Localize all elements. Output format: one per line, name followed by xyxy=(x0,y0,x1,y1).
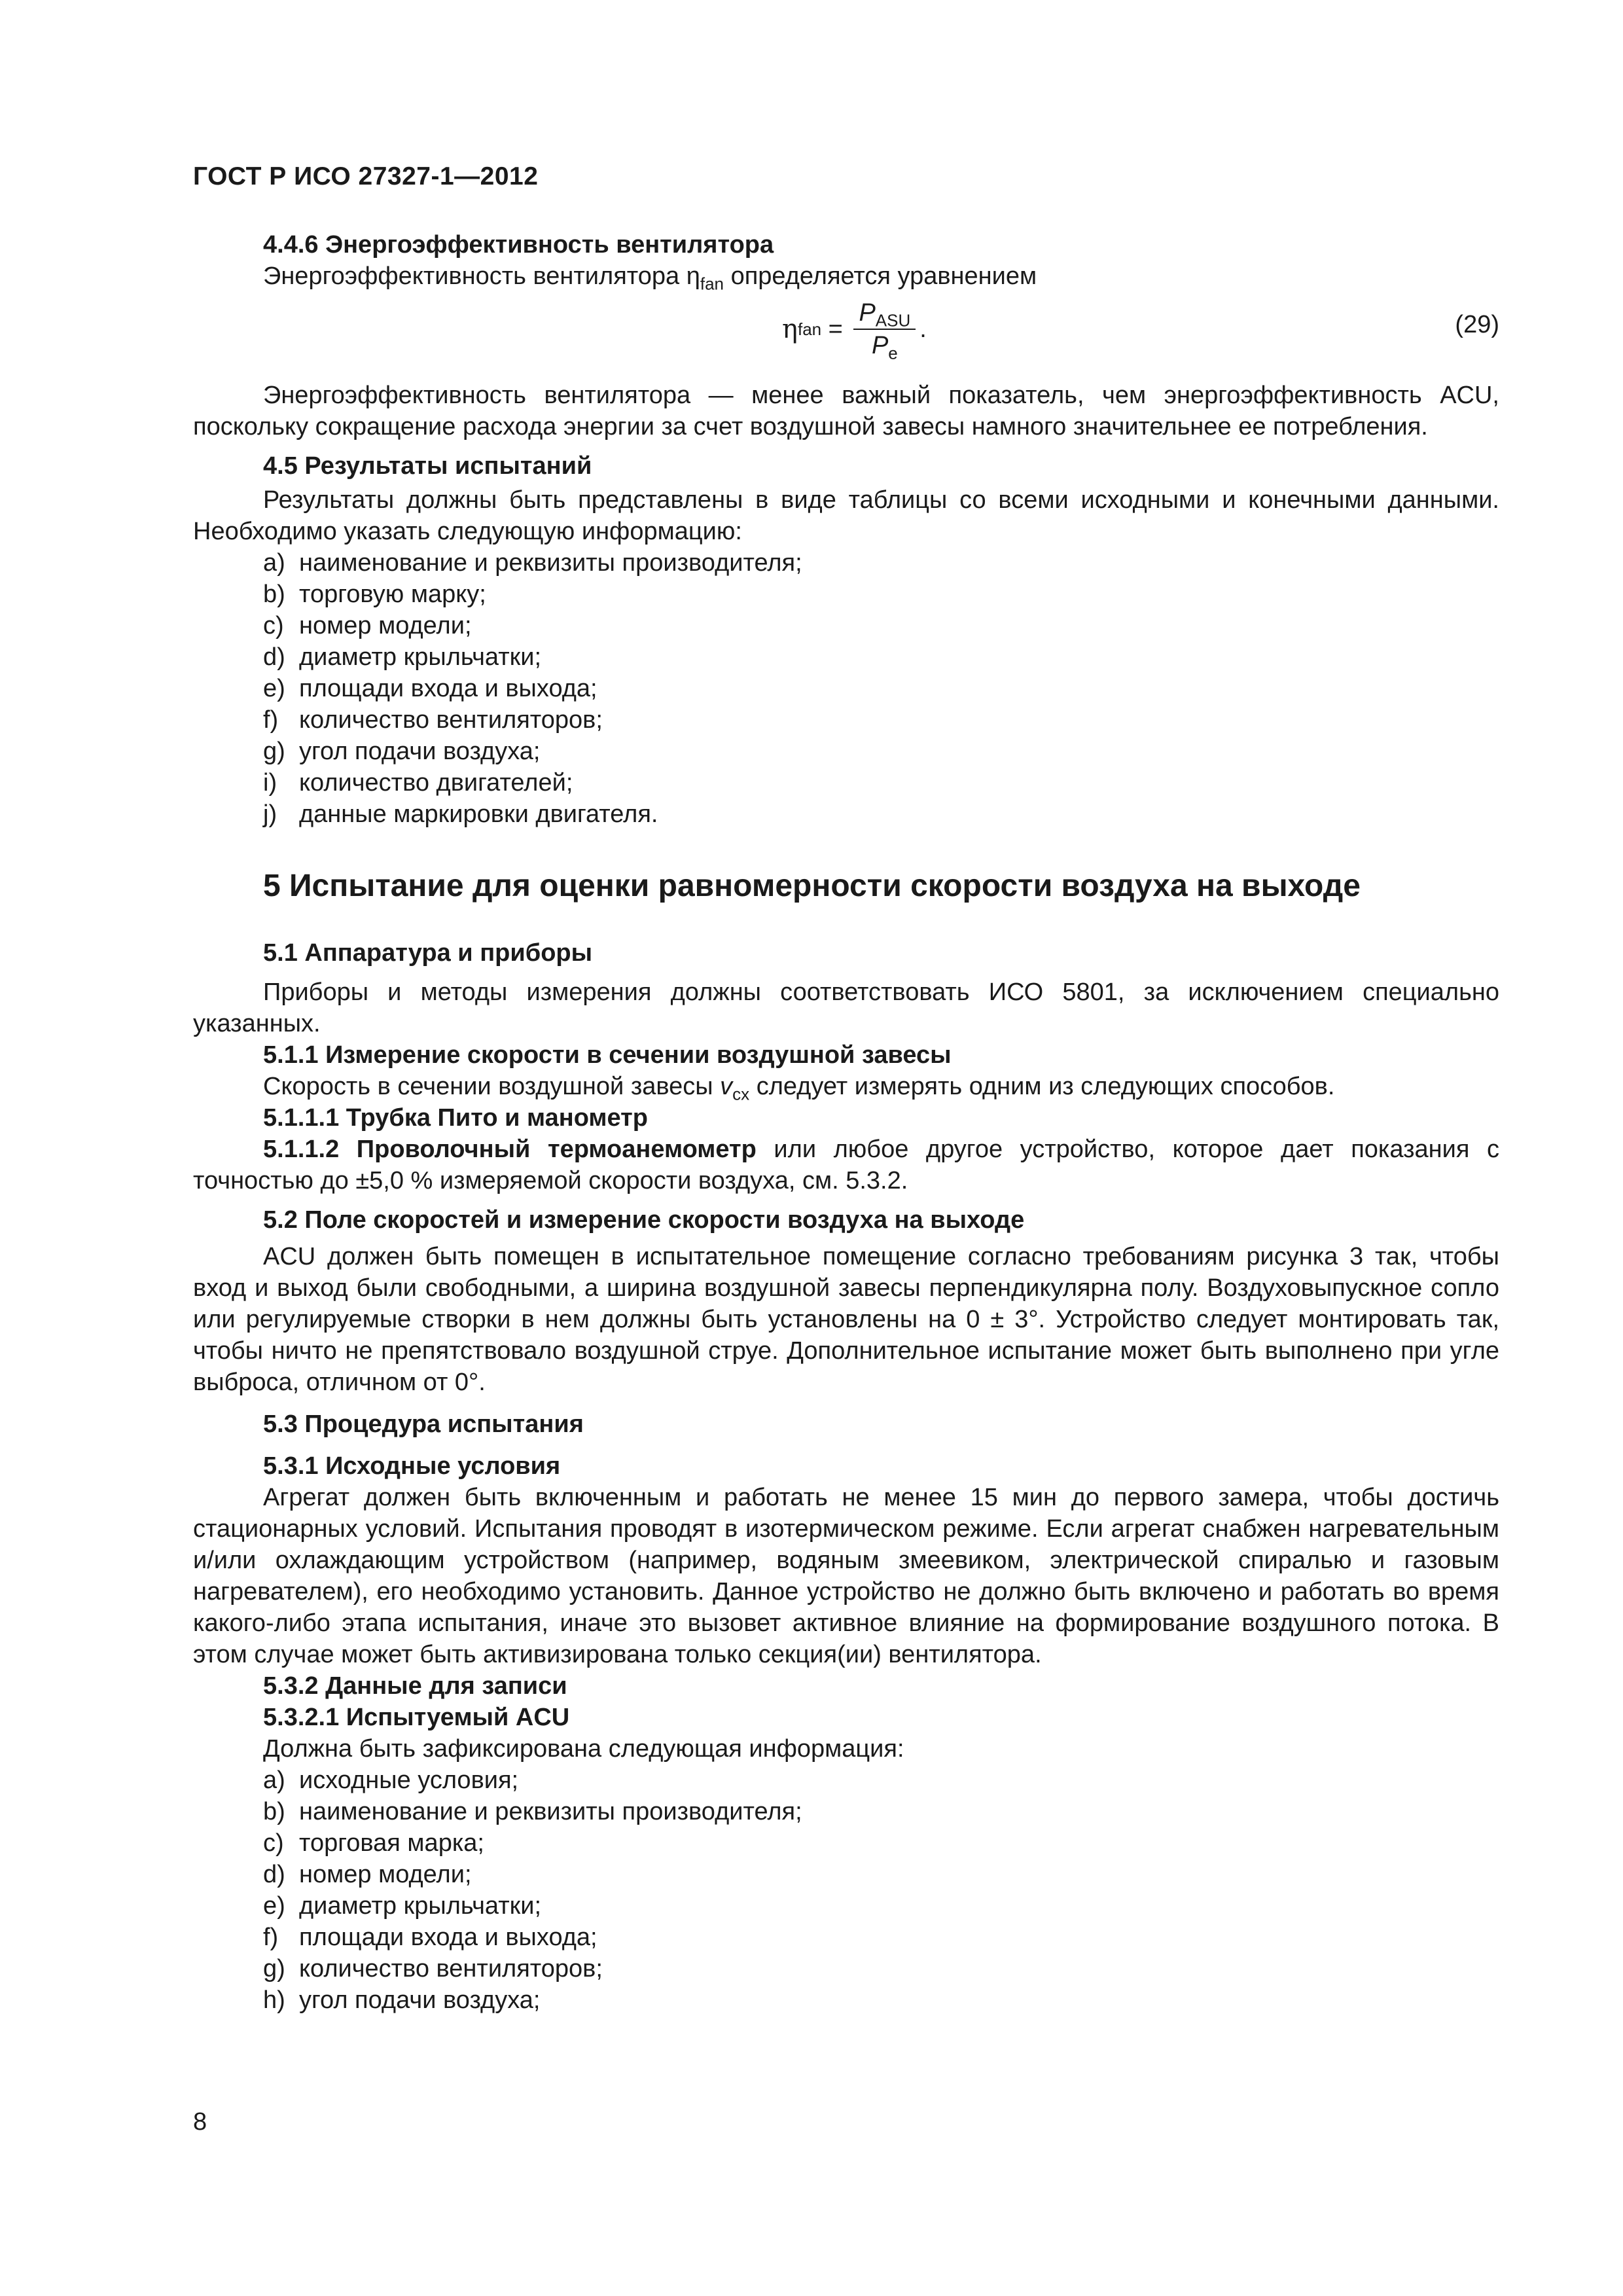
section-5-1-text: Приборы и методы измерения должны соответствовать ИСО 5801, за исключением специально указанных. xyxy=(193,978,1499,1037)
section-5-3-1-text: Агрегат должен быть включенным и работать не менее 15 мин до первого замера, чтобы достичь стационарных условий. Испытания проводят в изотермическом режиме. Если агрегат снабжен нагревательным и/или охлаждающим устройством (например, водяным змеевиком, электрической спиралью и газовым нагревателем), его необходимо установить. Данное устройство не должно быть включено и работать во время какого-либо этапа испытания, иначе это вызовет активное влияние на формирование воздушного потока. В этом случае может быть активизирована только секция(ии) вентилятора. xyxy=(193,1484,1499,1668)
list-item: a) исходные условия; xyxy=(263,1767,519,1794)
equation-fraction xyxy=(853,298,916,363)
section-5-3-2-1-title: 5.3.2.1 Испытуемый ACU xyxy=(263,1704,570,1731)
list-item: g) количество вентиляторов; xyxy=(263,1955,603,1982)
list-item: e) диаметр крыльчатки; xyxy=(263,1892,542,1920)
section-5-1-1-1-title: 5.1.1.1 Трубка Пито и манометр xyxy=(263,1104,648,1132)
list-item: h) угол подачи воздуха; xyxy=(263,1986,541,2014)
list-item: d) диаметр крыльчатки; xyxy=(263,643,542,671)
eta-symbol: η xyxy=(686,262,700,290)
equation-body: η fan = $\frac{P_{ASU}}{P_e}$ . xyxy=(782,299,927,363)
list-item: d) номер модели; xyxy=(263,1861,472,1888)
list-item: c) номер модели; xyxy=(263,612,472,639)
fraction-denominator: $P_e$ xyxy=(871,332,898,363)
section-5-2-text: ACU должен быть помещен в испытательное помещение согласно требованиям рисунка 3 так, чтобы вход и выход были свободными, а ширина воздушной завесы перпендикулярна полу. Воздуховыпускное сопло или регулируемые створки в нем должны быть установлены на 0 ± 3°. Устройство следует монтировать так, чтобы ничто не препятствовало воздушной струе. Дополнительное испытание может быть выполнено при угле выброса, отличном от 0°. xyxy=(193,1243,1499,1396)
list-item: c) торговая марка; xyxy=(263,1829,484,1857)
section-4-4-6-text: Энергоэффективность вентилятора — менее важный показатель, чем энергоэффективность ACU, поскольку сокращение расхода энергии за счет воздушной завесы намного значительнее ее потребления. xyxy=(193,382,1499,440)
section-4-4-6-intro: Энергоэффективность вентилятора $\eta_{fan}$ определяется уравнением xyxy=(263,262,1037,294)
section-5-2-title: 5.2 Поле скоростей и измерение скорости воздуха на выходе xyxy=(263,1206,1025,1234)
list-item: j) данные маркировки двигателя. xyxy=(263,800,658,828)
eq-eta-symbol: η xyxy=(782,314,798,344)
equation-number: (29) xyxy=(1455,311,1499,338)
page-number: 8 xyxy=(193,2108,207,2136)
section-4-5-text: Результаты должны быть представлены в виде таблицы со всеми исходными и конечными данными. Необходимо указать следующую информацию: xyxy=(193,486,1499,545)
section-5-3-title: 5.3 Процедура испытания xyxy=(263,1410,584,1438)
section-5-3-1-title: 5.3.1 Исходные условия xyxy=(263,1452,561,1480)
standard-header: ГОСТ Р ИСО 27327-1—2012 xyxy=(193,162,539,190)
section-5-3-2-title: 5.3.2 Данные для записи xyxy=(263,1672,567,1700)
section-5-3-2-1-list xyxy=(193,1765,1499,2016)
section-5-3-2-1-text: Должна быть зафиксирована следующая информация: xyxy=(263,1735,904,1763)
list-item: g) угол подачи воздуха; xyxy=(263,738,541,765)
list-item: a) наименование и реквизиты производителя; xyxy=(263,549,802,577)
list-item: b) наименование и реквизиты производителя; xyxy=(263,1798,802,1825)
list-item: f) количество вентиляторов; xyxy=(263,706,603,734)
section-4-5-title: 4.5 Результаты испытаний xyxy=(263,452,592,480)
list-item: f) площади входа и выхода; xyxy=(263,1924,597,1951)
section-5-1-1-text: Скорость в сечении воздушной завесы $v_{cx}$ следует измерять одним из следующих способов. xyxy=(263,1073,1335,1104)
section-4-4-6-title: 4.4.6 Энергоэффективность вентилятора xyxy=(263,231,774,259)
page-content xyxy=(193,229,1499,2016)
list-item: i) количество двигателей; xyxy=(263,769,573,797)
fraction-numerator: $P_{ASU}$ xyxy=(853,298,916,330)
section-5-title: 5 Испытание для оценки равномерности скорости воздуха на выходе xyxy=(263,869,1361,903)
fan-subscript: fan xyxy=(700,274,724,294)
list-item: b) торговую марку; xyxy=(263,581,486,608)
list-item: e) площади входа и выхода; xyxy=(263,675,597,702)
section-5-1-1-title: 5.1.1 Измерение скорости в сечении воздушной завесы xyxy=(263,1041,952,1069)
section-5-1-title: 5.1 Аппаратура и приборы xyxy=(263,939,593,967)
section-5-1-1-2-text: 5.1.1.2 Проволочный термоанемометр или любое другое устройство, которое дает показания с точностью до ±5,0 % измеряемой скорости воздуха, см. 5.3.2. xyxy=(193,1136,1499,1194)
section-4-5-list xyxy=(193,547,1499,830)
equation-29 xyxy=(193,295,1499,363)
